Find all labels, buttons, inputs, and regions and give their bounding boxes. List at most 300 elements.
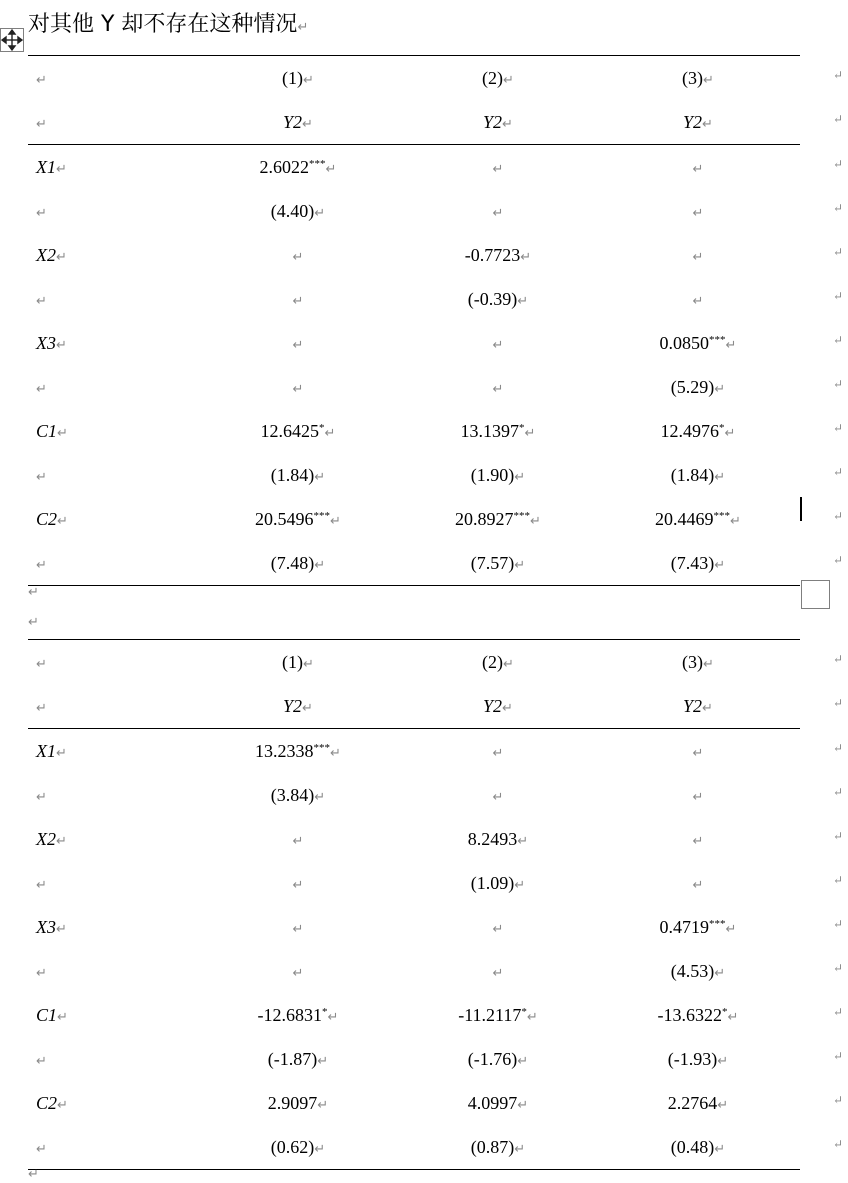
cell-end-mark-icon: ↵ xyxy=(56,162,67,177)
cell-end-mark-icon: ↵ xyxy=(503,73,514,88)
coefficient-value: (5.29) xyxy=(670,377,715,397)
cell-end-mark-icon: ↵ xyxy=(292,878,304,893)
cell-end-mark-icon: ↵ xyxy=(36,117,47,132)
variable-label-cell[interactable] xyxy=(36,145,67,189)
cell-end-mark-icon: ↵ xyxy=(36,206,47,221)
cell-end-mark-icon: ↵ xyxy=(492,338,504,353)
value-cell[interactable] xyxy=(198,1037,398,1081)
cell-end-mark-icon: ↵ xyxy=(492,206,504,221)
variable-label-cell[interactable] xyxy=(36,497,68,541)
cell-end-mark-icon: ↵ xyxy=(36,382,47,397)
value-cell[interactable] xyxy=(198,145,398,189)
header-cell[interactable] xyxy=(598,100,798,144)
variable-label-cell[interactable] xyxy=(36,817,67,861)
value-cell[interactable] xyxy=(598,497,798,541)
variable-label-cell[interactable] xyxy=(36,189,47,233)
value-cell[interactable] xyxy=(198,277,398,321)
cell-end-mark-icon: ↵ xyxy=(57,426,68,441)
header-cell-text: (3) xyxy=(682,652,704,672)
value-cell[interactable] xyxy=(598,729,798,773)
cell-end-mark-icon: ↵ xyxy=(714,382,726,397)
cell-end-mark-icon: ↵ xyxy=(517,1098,529,1113)
cell-end-mark-icon: ↵ xyxy=(36,470,47,485)
cell-end-mark-icon: ↵ xyxy=(692,294,704,309)
text-cursor xyxy=(800,497,802,521)
cell-end-mark-icon: ↵ xyxy=(56,922,67,937)
cell-end-mark-icon: ↵ xyxy=(317,1054,329,1069)
variable-label: X2 xyxy=(36,245,56,265)
header-cell[interactable] xyxy=(398,56,598,100)
value-cell[interactable] xyxy=(398,541,598,585)
row-end-mark-icon: ↵ xyxy=(832,553,844,567)
coefficient-value: 0.0850 xyxy=(659,333,710,353)
variable-label-cell[interactable] xyxy=(36,321,67,365)
row-end-mark-icon: ↵ xyxy=(832,1005,844,1019)
value-cell[interactable] xyxy=(598,1125,798,1169)
value-cell[interactable] xyxy=(398,1125,598,1169)
significance-stars: * xyxy=(719,422,725,434)
value-cell[interactable] xyxy=(598,321,798,365)
header-cell[interactable] xyxy=(598,684,798,728)
cell-end-mark-icon: ↵ xyxy=(517,834,529,849)
value-cell[interactable] xyxy=(398,497,598,541)
coefficient-value: (-1.87) xyxy=(267,1049,318,1069)
header-cell[interactable] xyxy=(398,684,598,728)
row-end-mark-icon: ↵ xyxy=(832,465,844,479)
coefficient-value: 20.5496 xyxy=(255,509,314,529)
header-cell[interactable] xyxy=(198,684,398,728)
coefficient-value: (4.40) xyxy=(270,201,315,221)
cell-end-mark-icon: ↵ xyxy=(303,73,314,88)
cell-end-mark-icon: ↵ xyxy=(36,790,47,805)
significance-stars: * xyxy=(519,422,525,434)
value-cell[interactable] xyxy=(198,729,398,773)
coefficient-value: 2.2764 xyxy=(667,1093,718,1113)
coefficient-value: (1.09) xyxy=(470,873,515,893)
cell-end-mark-icon: ↵ xyxy=(330,746,341,761)
value-cell[interactable] xyxy=(398,365,598,409)
cell-end-mark-icon: ↵ xyxy=(292,250,304,265)
variable-label-cell[interactable] xyxy=(36,277,47,321)
row-end-mark-icon: ↵ xyxy=(832,1137,844,1151)
value-cell[interactable] xyxy=(198,993,398,1037)
value-cell[interactable] xyxy=(598,993,798,1037)
value-cell[interactable] xyxy=(398,1037,598,1081)
value-cell[interactable] xyxy=(398,145,598,189)
cell-end-mark-icon: ↵ xyxy=(502,701,513,716)
variable-label-cell[interactable] xyxy=(36,453,47,497)
variable-label-cell[interactable] xyxy=(36,729,67,773)
cell-end-mark-icon: ↵ xyxy=(57,514,68,529)
cell-end-mark-icon: ↵ xyxy=(717,1098,729,1113)
significance-stars: *** xyxy=(713,510,731,522)
variable-label-cell[interactable] xyxy=(36,541,47,585)
value-cell[interactable] xyxy=(198,497,398,541)
coefficient-value: -13.6322 xyxy=(657,1005,723,1025)
variable-label-cell[interactable] xyxy=(36,409,68,453)
header-cell[interactable] xyxy=(398,640,598,684)
regression-table-2 xyxy=(28,639,844,1170)
table-row xyxy=(28,773,844,817)
row-end-mark-icon: ↵ xyxy=(832,157,844,171)
value-cell[interactable] xyxy=(398,993,598,1037)
cell-end-mark-icon: ↵ xyxy=(692,162,704,177)
value-cell[interactable] xyxy=(198,365,398,409)
variable-label-cell[interactable] xyxy=(36,1037,47,1081)
header-cell-text: Y2 xyxy=(283,696,303,716)
header-cell-text: (3) xyxy=(682,68,704,88)
cell-end-mark-icon: ↵ xyxy=(292,922,304,937)
table-row xyxy=(28,861,844,905)
intro-text-content: 对其他 Y 却不存在这种情况 xyxy=(28,12,298,37)
cell-end-mark-icon: ↵ xyxy=(714,470,726,485)
significance-stars: * xyxy=(319,422,325,434)
cell-end-mark-icon: ↵ xyxy=(692,878,704,893)
value-cell[interactable] xyxy=(398,453,598,497)
variable-label: C1 xyxy=(36,1005,58,1025)
table-row xyxy=(28,365,844,409)
cell-end-mark-icon: ↵ xyxy=(724,426,736,441)
cell-end-mark-icon: ↵ xyxy=(292,834,304,849)
header-cell-text: Y2 xyxy=(483,112,503,132)
row-end-mark-icon: ↵ xyxy=(832,509,844,523)
table-row xyxy=(28,1125,844,1170)
variable-label-cell[interactable] xyxy=(36,949,47,993)
cell-end-mark-icon: ↵ xyxy=(314,206,326,221)
cell-end-mark-icon: ↵ xyxy=(327,1010,339,1025)
cell-end-mark-icon: ↵ xyxy=(292,382,304,397)
value-cell[interactable] xyxy=(598,453,798,497)
coefficient-value: (-1.93) xyxy=(667,1049,718,1069)
cell-end-mark-icon: ↵ xyxy=(330,514,341,529)
cell-end-mark-icon: ↵ xyxy=(703,73,714,88)
value-cell[interactable] xyxy=(398,817,598,861)
cell-end-mark-icon: ↵ xyxy=(520,250,532,265)
cell-end-mark-icon: ↵ xyxy=(302,117,313,132)
value-cell[interactable] xyxy=(198,949,398,993)
cell-end-mark-icon: ↵ xyxy=(714,558,726,573)
cell-end-mark-icon: ↵ xyxy=(503,657,514,672)
table-row xyxy=(28,497,844,541)
value-cell[interactable] xyxy=(598,1081,798,1125)
value-cell[interactable] xyxy=(398,189,598,233)
cell-end-mark-icon: ↵ xyxy=(492,746,504,761)
value-cell[interactable] xyxy=(398,729,598,773)
significance-stars: *** xyxy=(709,334,726,346)
variable-label: X3 xyxy=(36,917,56,937)
value-cell[interactable] xyxy=(198,409,398,453)
variable-label-cell[interactable] xyxy=(36,1081,68,1125)
coefficient-value: (7.48) xyxy=(270,553,315,573)
row-end-mark-icon: ↵ xyxy=(832,112,844,126)
row-end-mark-icon: ↵ xyxy=(832,201,844,215)
cell-end-mark-icon: ↵ xyxy=(56,338,67,353)
header-cell[interactable] xyxy=(36,640,47,684)
paragraph-mark-icon: ↵ xyxy=(28,615,39,630)
cell-end-mark-icon: ↵ xyxy=(36,966,47,981)
cell-end-mark-icon: ↵ xyxy=(492,966,504,981)
cell-end-mark-icon: ↵ xyxy=(692,790,704,805)
variable-label: X2 xyxy=(36,829,56,849)
coefficient-value: (-1.76) xyxy=(467,1049,518,1069)
coefficient-value: 0.4719 xyxy=(659,917,710,937)
value-cell[interactable] xyxy=(198,817,398,861)
variable-label-cell[interactable] xyxy=(36,233,67,277)
regression-table-1 xyxy=(28,55,844,586)
variable-label-cell[interactable] xyxy=(36,365,47,409)
value-cell[interactable] xyxy=(598,949,798,993)
cell-end-mark-icon: ↵ xyxy=(702,701,713,716)
header-cell[interactable] xyxy=(198,640,398,684)
significance-stars: * xyxy=(722,1006,728,1018)
variable-label: X1 xyxy=(36,741,56,761)
cell-end-mark-icon: ↵ xyxy=(703,657,714,672)
value-cell[interactable] xyxy=(398,773,598,817)
value-cell[interactable] xyxy=(598,1037,798,1081)
value-cell[interactable] xyxy=(198,905,398,949)
header-cell-text: (1) xyxy=(282,652,304,672)
variable-label: C2 xyxy=(36,509,58,529)
value-cell[interactable] xyxy=(598,541,798,585)
coefficient-value: (4.53) xyxy=(670,961,715,981)
significance-stars: *** xyxy=(513,510,531,522)
value-cell[interactable] xyxy=(598,817,798,861)
coefficient-value: 12.6425 xyxy=(260,421,320,441)
header-cell[interactable] xyxy=(598,640,798,684)
variable-label: X1 xyxy=(36,157,56,177)
row-end-mark-icon: ↵ xyxy=(832,961,844,975)
cell-end-mark-icon: ↵ xyxy=(317,1098,329,1113)
cell-end-mark-icon: ↵ xyxy=(36,657,47,672)
table-header-row xyxy=(28,640,844,684)
significance-stars: *** xyxy=(313,742,331,754)
row-end-mark-icon: ↵ xyxy=(832,333,844,347)
variable-label-cell[interactable] xyxy=(36,1125,47,1169)
table-row xyxy=(28,277,844,321)
header-cell[interactable] xyxy=(598,56,798,100)
variable-label: C2 xyxy=(36,1093,58,1113)
table-row xyxy=(28,453,844,497)
variable-label-cell[interactable] xyxy=(36,773,47,817)
header-cell[interactable] xyxy=(36,684,47,728)
row-end-mark-icon: ↵ xyxy=(832,1049,844,1063)
significance-stars: * xyxy=(521,1006,527,1018)
value-cell[interactable] xyxy=(598,189,798,233)
row-end-mark-icon: ↵ xyxy=(832,873,844,887)
significance-stars: * xyxy=(322,1006,328,1018)
row-end-mark-icon: ↵ xyxy=(832,741,844,755)
row-end-mark-icon: ↵ xyxy=(832,696,844,710)
row-end-mark-icon: ↵ xyxy=(832,421,844,435)
table-row xyxy=(28,1081,844,1125)
variable-label-cell[interactable] xyxy=(36,905,67,949)
cell-end-mark-icon: ↵ xyxy=(530,514,541,529)
cell-end-mark-icon: ↵ xyxy=(526,1010,538,1025)
value-cell[interactable] xyxy=(198,321,398,365)
header-cell[interactable] xyxy=(198,100,398,144)
value-cell[interactable] xyxy=(598,233,798,277)
cell-end-mark-icon: ↵ xyxy=(717,1054,729,1069)
cell-end-mark-icon: ↵ xyxy=(492,790,504,805)
row-end-mark-icon: ↵ xyxy=(832,68,844,82)
cell-end-mark-icon: ↵ xyxy=(314,1142,326,1157)
coefficient-value: 13.2338 xyxy=(255,741,314,761)
cell-end-mark-icon: ↵ xyxy=(692,250,704,265)
value-cell[interactable] xyxy=(198,541,398,585)
cell-end-mark-icon: ↵ xyxy=(303,657,314,672)
table-header-row xyxy=(28,56,844,100)
value-cell[interactable] xyxy=(598,277,798,321)
significance-stars: *** xyxy=(313,510,331,522)
value-cell[interactable] xyxy=(398,949,598,993)
cell-end-mark-icon: ↵ xyxy=(314,790,326,805)
row-end-mark-icon: ↵ xyxy=(832,785,844,799)
cell-end-mark-icon: ↵ xyxy=(492,162,504,177)
table-row xyxy=(28,905,844,949)
cell-end-mark-icon: ↵ xyxy=(702,117,713,132)
header-cell[interactable] xyxy=(398,100,598,144)
value-cell[interactable] xyxy=(198,1081,398,1125)
cell-end-mark-icon: ↵ xyxy=(714,1142,726,1157)
table-resize-handle-icon[interactable] xyxy=(801,580,830,609)
cell-end-mark-icon: ↵ xyxy=(57,1010,68,1025)
value-cell[interactable] xyxy=(398,1081,598,1125)
coefficient-value: 2.6022 xyxy=(259,157,310,177)
header-cell-text: Y2 xyxy=(483,696,503,716)
significance-stars: *** xyxy=(709,918,726,930)
cell-end-mark-icon: ↵ xyxy=(36,878,47,893)
coefficient-value: 20.8927 xyxy=(455,509,514,529)
coefficient-value: (7.43) xyxy=(670,553,715,573)
value-cell[interactable] xyxy=(598,409,798,453)
coefficient-value: -12.6831 xyxy=(257,1005,323,1025)
cell-end-mark-icon: ↵ xyxy=(492,922,504,937)
value-cell[interactable] xyxy=(398,321,598,365)
cell-end-mark-icon: ↵ xyxy=(517,294,529,309)
table-row xyxy=(28,541,844,586)
table-header-row xyxy=(28,100,844,145)
four-arrow-move-icon xyxy=(1,29,23,51)
value-cell[interactable] xyxy=(398,861,598,905)
value-cell[interactable] xyxy=(598,145,798,189)
table-row xyxy=(28,189,844,233)
cell-end-mark-icon: ↵ xyxy=(514,558,526,573)
value-cell[interactable] xyxy=(198,453,398,497)
coefficient-value: (-0.39) xyxy=(467,289,518,309)
row-end-mark-icon: ↵ xyxy=(832,245,844,259)
table-row xyxy=(28,993,844,1037)
coefficient-value: 2.9097 xyxy=(267,1093,318,1113)
coefficient-value: 4.0997 xyxy=(467,1093,518,1113)
value-cell[interactable] xyxy=(398,905,598,949)
header-cell[interactable] xyxy=(36,100,47,144)
value-cell[interactable] xyxy=(598,773,798,817)
table-row xyxy=(28,145,844,189)
value-cell[interactable] xyxy=(398,277,598,321)
cell-end-mark-icon: ↵ xyxy=(325,162,337,177)
coefficient-value: (3.84) xyxy=(270,785,315,805)
table-row xyxy=(28,729,844,773)
cell-end-mark-icon: ↵ xyxy=(292,966,304,981)
header-cell[interactable] xyxy=(198,56,398,100)
cell-end-mark-icon: ↵ xyxy=(36,294,47,309)
cell-end-mark-icon: ↵ xyxy=(727,1010,739,1025)
value-cell[interactable] xyxy=(598,861,798,905)
header-cell-text: (2) xyxy=(482,68,504,88)
intro-text xyxy=(28,10,308,43)
cell-end-mark-icon: ↵ xyxy=(314,558,326,573)
coefficient-value: -0.7723 xyxy=(464,245,521,265)
cell-end-mark-icon: ↵ xyxy=(714,966,726,981)
value-cell[interactable] xyxy=(598,365,798,409)
cell-end-mark-icon: ↵ xyxy=(56,746,67,761)
coefficient-value: 13.1397 xyxy=(460,421,520,441)
row-end-mark-icon: ↵ xyxy=(832,652,844,666)
cell-end-mark-icon: ↵ xyxy=(692,206,704,221)
value-cell[interactable] xyxy=(598,905,798,949)
coefficient-value: (0.48) xyxy=(670,1137,715,1157)
variable-label-cell[interactable] xyxy=(36,861,47,905)
coefficient-value: (1.84) xyxy=(270,465,315,485)
cell-end-mark-icon: ↵ xyxy=(292,294,304,309)
cell-end-mark-icon: ↵ xyxy=(292,338,304,353)
value-cell[interactable] xyxy=(198,1125,398,1169)
value-cell[interactable] xyxy=(198,233,398,277)
cell-end-mark-icon: ↵ xyxy=(514,878,526,893)
header-cell[interactable] xyxy=(36,56,47,100)
variable-label: C1 xyxy=(36,421,58,441)
cell-end-mark-icon: ↵ xyxy=(514,1142,526,1157)
table-move-handle-icon[interactable] xyxy=(0,28,24,52)
cell-end-mark-icon: ↵ xyxy=(36,701,47,716)
table-row xyxy=(28,949,844,993)
table-row xyxy=(28,817,844,861)
paragraph-mark-icon: ↵ xyxy=(28,1167,39,1182)
coefficient-value: (0.62) xyxy=(270,1137,315,1157)
header-cell-text: Y2 xyxy=(683,112,703,132)
value-cell[interactable] xyxy=(198,861,398,905)
cell-end-mark-icon: ↵ xyxy=(56,250,67,265)
cell-end-mark-icon: ↵ xyxy=(36,1142,47,1157)
cell-end-mark-icon: ↵ xyxy=(57,1098,68,1113)
cell-end-mark-icon: ↵ xyxy=(730,514,741,529)
table-row xyxy=(28,409,844,453)
cell-end-mark-icon: ↵ xyxy=(725,922,737,937)
cell-end-mark-icon: ↵ xyxy=(524,426,536,441)
table-row xyxy=(28,321,844,365)
cell-end-mark-icon: ↵ xyxy=(36,558,47,573)
row-end-mark-icon: ↵ xyxy=(832,917,844,931)
cell-end-mark-icon: ↵ xyxy=(502,117,513,132)
coefficient-value: 12.4976 xyxy=(660,421,720,441)
variable-label: X3 xyxy=(36,333,56,353)
table-header-row xyxy=(28,684,844,729)
value-cell[interactable] xyxy=(198,773,398,817)
cell-end-mark-icon: ↵ xyxy=(36,1054,47,1069)
coefficient-value: (1.90) xyxy=(470,465,515,485)
variable-label-cell[interactable] xyxy=(36,993,68,1037)
row-end-mark-icon: ↵ xyxy=(832,1093,844,1107)
value-cell[interactable] xyxy=(398,233,598,277)
paragraph-mark-icon: ↵ xyxy=(297,20,309,35)
row-end-mark-icon: ↵ xyxy=(832,829,844,843)
coefficient-value: 8.2493 xyxy=(467,829,518,849)
cell-end-mark-icon: ↵ xyxy=(692,746,704,761)
value-cell[interactable] xyxy=(398,409,598,453)
coefficient-value: 20.4469 xyxy=(655,509,714,529)
cell-end-mark-icon: ↵ xyxy=(314,470,326,485)
value-cell[interactable] xyxy=(198,189,398,233)
